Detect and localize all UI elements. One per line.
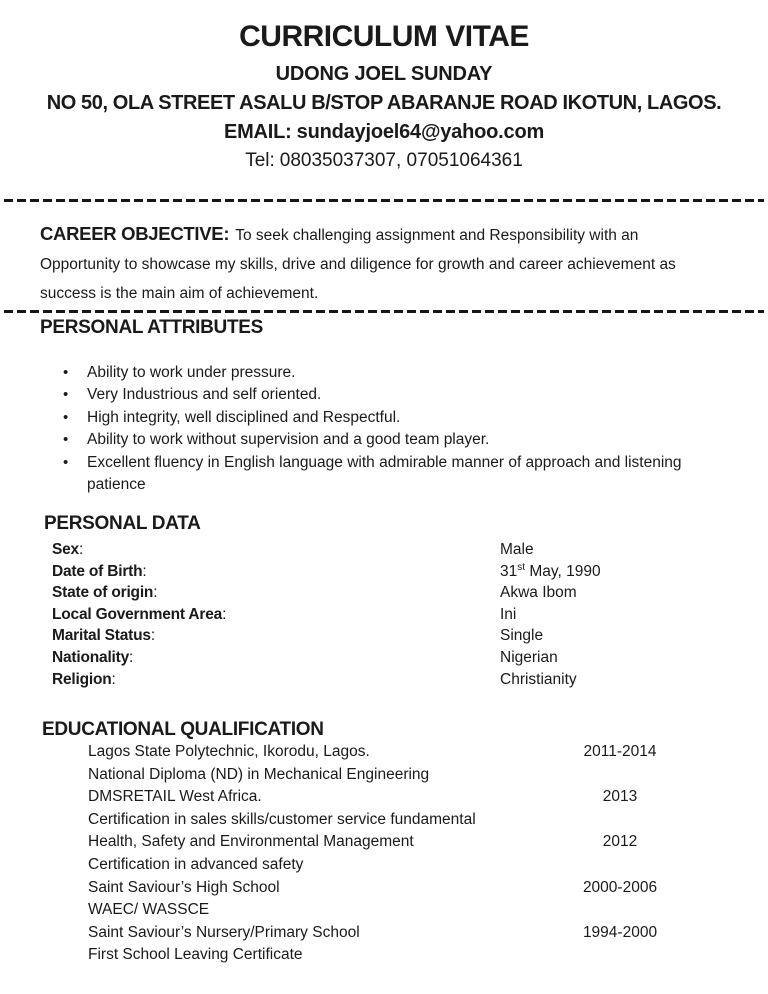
education-entry-text: First School Leaving Certificate [88, 946, 303, 964]
personal-data-label [52, 649, 133, 667]
ordinal-suffix: st [517, 561, 526, 573]
personal-data-row [0, 627, 768, 649]
email-label: EMAIL: [223, 121, 292, 143]
education-entry-text: DMSRETAIL West Africa. [88, 788, 262, 806]
tel-line [0, 149, 768, 173]
personal-attributes-list [63, 362, 713, 496]
personal-data-colon: : [78, 541, 84, 558]
personal-data-label-text: Nationality [52, 648, 130, 666]
personal-data-value: Akwa Ibom [500, 584, 577, 602]
candidate-address: NO 50, OLA STREET ASALU B/STOP ABARANJE ROAD IKOTUN, LAGOS. [46, 92, 722, 114]
education-entry-text: Lagos State Polytechnic, Ikorodu, Lagos. [88, 743, 370, 760]
bullet-icon: • [63, 364, 69, 381]
attribute-text: Ability to work without supervision and a good team player. [87, 431, 490, 449]
attribute-list-item [63, 384, 713, 406]
personal-data-label-text: Date of Birth [52, 562, 143, 580]
personal-data-rows [0, 541, 768, 692]
personal-data-colon: : [129, 648, 134, 666]
personal-data-label [52, 627, 155, 645]
career-objective-section [40, 219, 712, 308]
attribute-list-item [63, 452, 713, 497]
dashed-separator-middle [4, 310, 764, 313]
education-entry-date: 2000-2006 [582, 878, 658, 896]
education-entry-text: Saint Saviour’s Nursery/Primary School [88, 923, 360, 941]
personal-data-row [0, 649, 768, 671]
education-entry-text: Health, Safety and Environmental Management [88, 833, 414, 851]
tel-value: 08035037307, 07051064361 [279, 150, 523, 171]
bullet-icon: • [63, 386, 69, 404]
personal-data-heading: PERSONAL DATA [44, 513, 201, 534]
personal-data-label [52, 541, 83, 559]
page-title: CURRICULUM VITAE [239, 20, 529, 53]
attribute-text: Ability to work under pressure. [87, 364, 296, 381]
education-heading: EDUCATIONAL QUALIFICATION [42, 719, 324, 740]
bullet-icon: • [63, 408, 69, 426]
attribute-list-item [63, 429, 713, 451]
candidate-name: UDONG JOEL SUNDAY [275, 63, 493, 85]
bullet-icon: • [63, 453, 69, 471]
personal-data-row [0, 541, 768, 563]
education-entry-date: 2011-2014 [583, 743, 657, 760]
education-entry-text: WAEC/ WASSCE [88, 901, 210, 919]
personal-attributes-heading: PERSONAL ATTRIBUTES [40, 317, 264, 338]
personal-data-label-text: State of origin [52, 584, 154, 602]
education-row [0, 788, 768, 811]
personal-data-colon: : [142, 562, 147, 580]
education-entry-date: 2012 [602, 833, 638, 851]
education-row [0, 833, 768, 856]
education-entry-date: 2013 [602, 788, 638, 806]
attribute-list-item [63, 362, 713, 384]
education-entry-text: National Diploma (ND) in Mechanical Engineering [88, 765, 430, 783]
personal-data-colon: : [150, 627, 155, 645]
education-row [0, 901, 768, 924]
personal-data-label-text: Sex [52, 541, 79, 558]
education-entry-text: Saint Saviour’s High School [88, 878, 280, 896]
tel-label: Tel: [245, 150, 275, 171]
attribute-text: High integrity, well disciplined and Respectful. [87, 408, 401, 426]
email-value: sundayjoel64@yahoo.com [296, 121, 545, 143]
personal-data-value: Single [500, 627, 544, 645]
personal-data-value: Ini [500, 605, 517, 623]
education-entry-text: Certification in advanced safety [88, 855, 304, 873]
education-entry-date: 1994-2000 [582, 923, 658, 941]
education-row [0, 743, 768, 766]
personal-data-label [52, 671, 116, 689]
education-row [0, 924, 768, 947]
personal-data-row [0, 606, 768, 628]
personal-data-label [52, 563, 147, 581]
education-entry-text: Certification in sales skills/customer service fundamental [88, 810, 476, 828]
personal-data-label-text: Local Government Area [52, 605, 223, 623]
personal-data-label-text: Religion [52, 670, 112, 688]
career-objective-text: To seek challenging assignment and Responsibility with an Opportunity to showcase my skills, drive and diligence for growth and career achievement as success is the main aim of achievement. [40, 227, 676, 302]
bullet-icon: • [63, 431, 69, 449]
personal-data-value: Nigerian [500, 648, 558, 666]
personal-data-label-text: Marital Status [52, 627, 151, 645]
personal-data-colon: : [111, 670, 116, 688]
email-line [0, 120, 768, 144]
career-objective-heading: CAREER OBJECTIVE: [40, 223, 230, 244]
education-row [0, 766, 768, 789]
attribute-text: Excellent fluency in English language with admirable manner of approach and listening patience [87, 453, 682, 494]
attribute-list-item [63, 407, 713, 429]
personal-data-row [0, 671, 768, 693]
education-row [0, 856, 768, 879]
personal-data-row [0, 563, 768, 585]
personal-data-value: Male [500, 541, 534, 558]
education-rows [0, 743, 768, 969]
personal-data-label [52, 606, 226, 624]
education-row [0, 879, 768, 902]
personal-data-label [52, 584, 157, 602]
personal-data-colon: : [153, 584, 158, 602]
education-row [0, 946, 768, 969]
personal-data-value: 31st May, 1990 [500, 561, 601, 580]
cv-header [0, 18, 768, 173]
education-row [0, 811, 768, 834]
personal-data-row [0, 584, 768, 606]
dashed-separator-top [4, 199, 764, 202]
personal-data-value: Christianity [500, 670, 577, 688]
personal-data-colon: : [222, 605, 227, 623]
attribute-text: Very Industrious and self oriented. [87, 386, 322, 404]
